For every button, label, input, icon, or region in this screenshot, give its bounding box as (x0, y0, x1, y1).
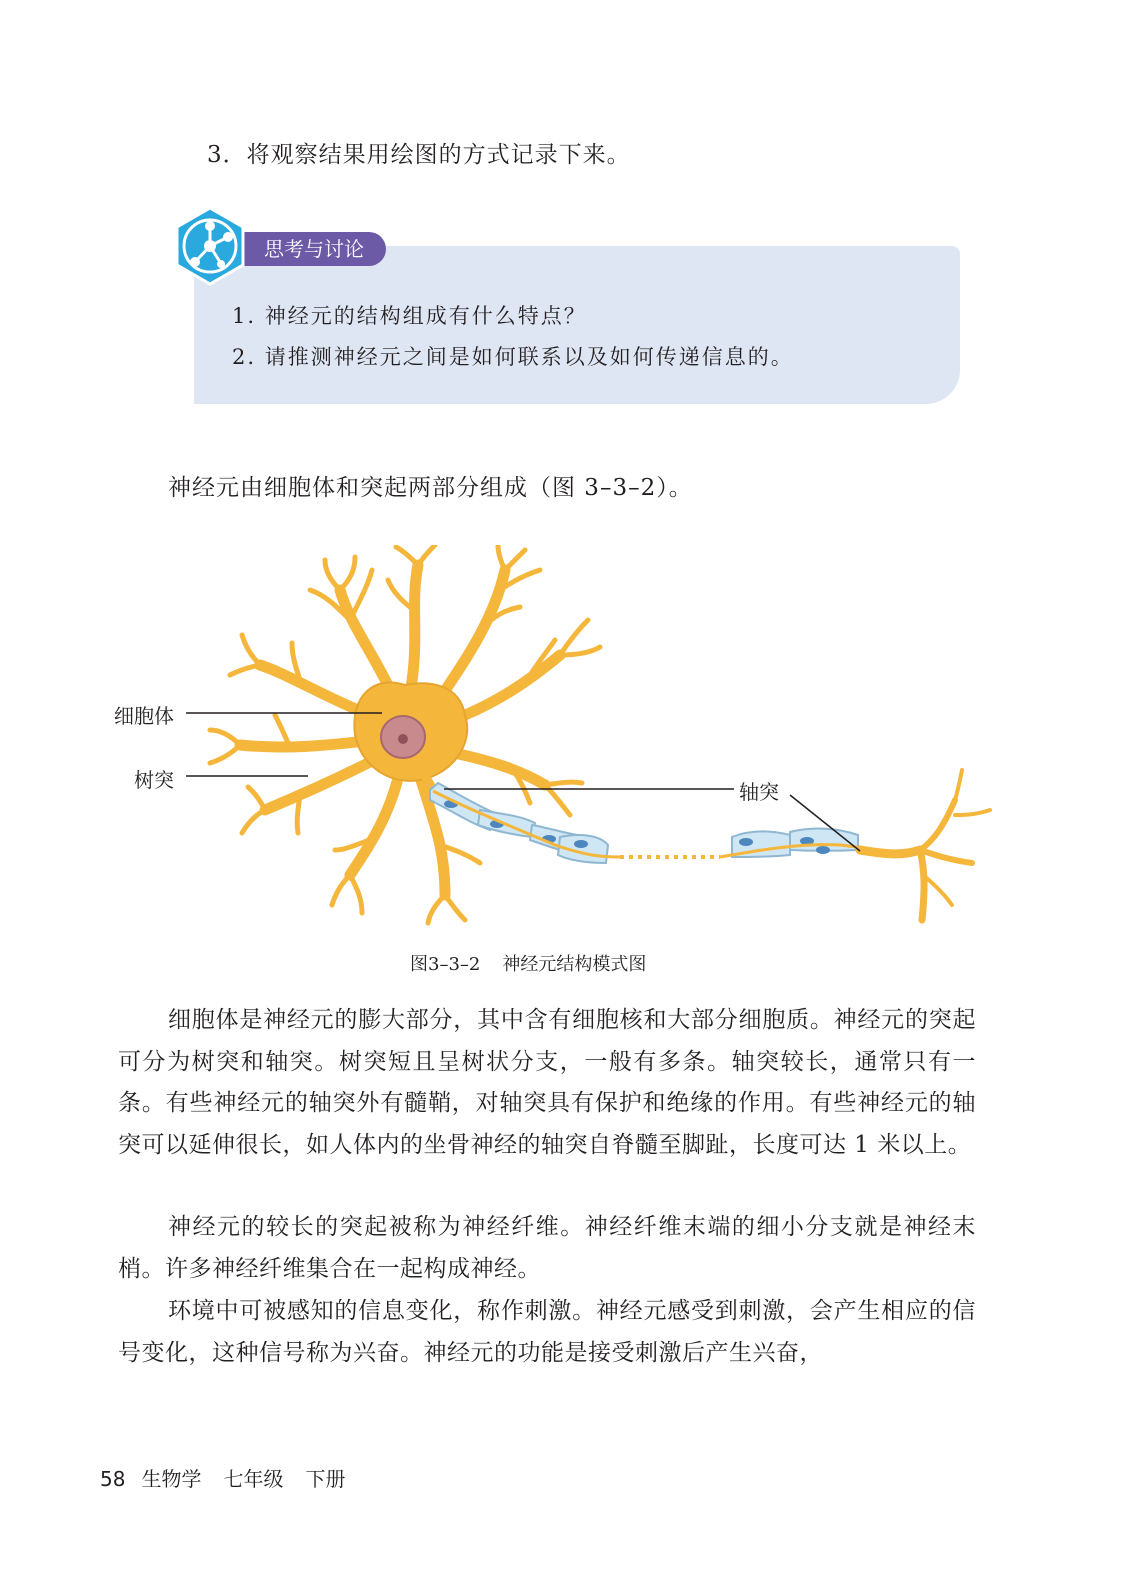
paragraph-1: 细胞体是神经元的膨大部分，其中含有细胞核和大部分细胞质。神经元的突起可分为树突和轴突。树突短且呈树状分支，一般有多条。轴突较长，通常只有一条。有些神经元的轴突外有髓鞘，对轴突具有保护和绝缘的作用。有些神经元的轴突可以延伸很长，如人体内的坐骨神经的轴突自脊髓至脚趾，长度可达 1 米以上。 (118, 1007, 976, 1158)
question-1: 1. 神经元的结构组成有什么特点？ (232, 304, 587, 328)
book-title: 生物学 (141, 1467, 202, 1491)
molecule-icon (170, 206, 250, 286)
think-discuss-title: 思考与讨论 (232, 232, 386, 266)
page-number: 58 (100, 1467, 126, 1491)
axon-terminal (860, 770, 990, 920)
nucleolus (398, 734, 408, 744)
label-dendrite: 树突 (134, 768, 174, 792)
book-volume: 下册 (305, 1467, 346, 1491)
figure-number: 图3–3–2 (410, 954, 481, 975)
paragraph-3: 环境中可被感知的信息变化，称作刺激。神经元感受到刺激，会产生相应的信号变化，这种信号称为兴奋。神经元的功能是接受刺激后产生兴奋， (118, 1298, 976, 1366)
neuron-diagram (100, 545, 1000, 940)
figure-caption (410, 950, 646, 976)
page-footer (100, 1463, 345, 1492)
paragraph-2: 神经元的较长的突起被称为神经纤维。神经纤维末端的细小分支就是神经末梢。许多神经纤维集合在一起构成神经。 (118, 1214, 976, 1282)
lead-sentence: 神经元由细胞体和突起两部分组成（图 3–3–2）。 (168, 475, 693, 501)
label-axon: 轴突 (739, 780, 779, 804)
step-3-instruction: 3．将观察结果用绘图的方式记录下来。 (207, 142, 631, 168)
question-2: 2. 请推测神经元之间是如何联系以及如何传递信息的。 (232, 345, 794, 369)
label-cell-body: 细胞体 (114, 704, 174, 728)
figure-title: 神经元结构模式图 (502, 954, 647, 975)
book-grade: 七年级 (223, 1467, 284, 1491)
